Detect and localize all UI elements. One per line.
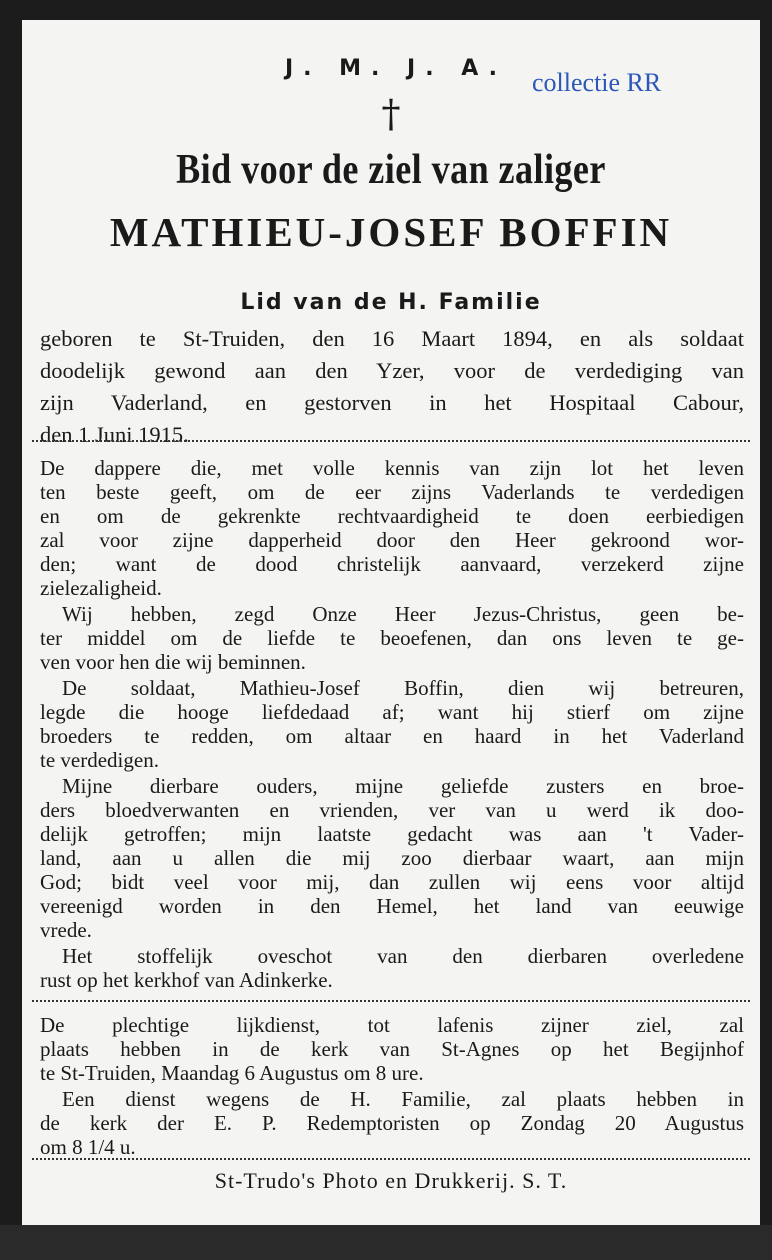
service-line: de kerk der E. P. Redemptoristen op Zondag 20 Augustus <box>40 1111 744 1135</box>
service-line: Een dienst wegens de H. Familie, zal plaats hebben in <box>62 1087 744 1111</box>
body-line: Mijne dierbare ouders, mijne geliefde zusters en broe- <box>62 774 744 798</box>
body-line: delijk getroffen; mijn laatste gedacht was aan 't Vader- <box>40 822 744 846</box>
dotted-divider <box>32 1158 750 1160</box>
body-line: vereenigd worden in den Hemel, het land van eeuwige <box>40 894 744 918</box>
body-line: land, aan u allen die mij zoo dierbaar waart, aan mijn <box>40 846 744 870</box>
service-line: te St-Truiden, Maandag 6 Augustus om 8 ure. <box>40 1061 424 1085</box>
jmja-heading: J. M. J. A. <box>284 56 508 81</box>
body-line: ter middel om de liefde te beoefenen, dan ons leven te ge- <box>40 626 744 650</box>
dotted-divider <box>32 1000 750 1002</box>
bio-line: zijn Vaderland, en gestorven in het Hospitaal Cabour, <box>40 390 744 415</box>
scan-border <box>0 1225 772 1260</box>
dotted-divider <box>32 440 750 442</box>
printer-credit: St-Trudo's Photo en Drukkerij. S. T. <box>214 1168 568 1193</box>
body-line: te verdedigen. <box>40 748 159 772</box>
body-line: De dappere die, met volle kennis van zijn lot het leven <box>40 456 744 480</box>
prayer-heading: Bid voor de ziel van zaliger <box>176 147 606 193</box>
body-line: legde die hooge liefdedaad af; want hij stierf om zijne <box>40 700 744 724</box>
service-line: om 8 1/4 u. <box>40 1135 136 1159</box>
body-line: rust op het kerkhof van Adinkerke. <box>40 968 333 992</box>
body-line: ders bloedverwanten en vrienden, ver van u werd ik doo- <box>40 798 744 822</box>
memorial-card <box>22 20 760 1225</box>
service-line: plaats hebben in de kerk van St-Agnes op het Begijnhof <box>40 1037 744 1061</box>
bio-line: doodelijk gewond aan den Yzer, voor de verdediging van <box>40 358 744 383</box>
body-line: ten beste geeft, om de eer zijns Vaderlands te verdedigen <box>40 480 744 504</box>
cross-icon: † <box>381 92 401 136</box>
body-line: zielezaligheid. <box>40 576 162 600</box>
service-line: De plechtige lijkdienst, tot lafenis zijner ziel, zal <box>40 1013 744 1037</box>
bio-line: geboren te St-Truiden, den 16 Maart 1894, en als soldaat <box>40 326 744 351</box>
body-line: God; bidt veel voor mij, dan zullen wij eens voor altijd <box>40 870 744 894</box>
membership-line: Lid van de H. Familie <box>240 290 542 315</box>
body-line: zal voor zijne dapperheid door den Heer gekroond wor- <box>40 528 744 552</box>
body-line: broeders te redden, om altaar en haard in het Vaderland <box>40 724 744 748</box>
body-line: Wij hebben, zegd Onze Heer Jezus-Christus, geen be- <box>62 602 744 626</box>
body-line: De soldaat, Mathieu-Josef Boffin, dien wij betreuren, <box>62 676 744 700</box>
collection-label: collectie RR <box>532 68 662 97</box>
body-line: ven voor hen die wij beminnen. <box>40 650 306 674</box>
body-line: en om de gekrenkte rechtvaardigheid te doen eerbiedigen <box>40 504 744 528</box>
body-line: Het stoffelijk oveschot van den dierbaren overledene <box>62 944 744 968</box>
bio-line: den 1 Juni 1915. <box>40 422 189 447</box>
deceased-name: MATHIEU-JOSEF BOFFIN <box>109 209 673 255</box>
body-line: vrede. <box>40 918 92 942</box>
body-line: den; want de dood christelijk aanvaard, verzekerd zijne <box>40 552 744 576</box>
